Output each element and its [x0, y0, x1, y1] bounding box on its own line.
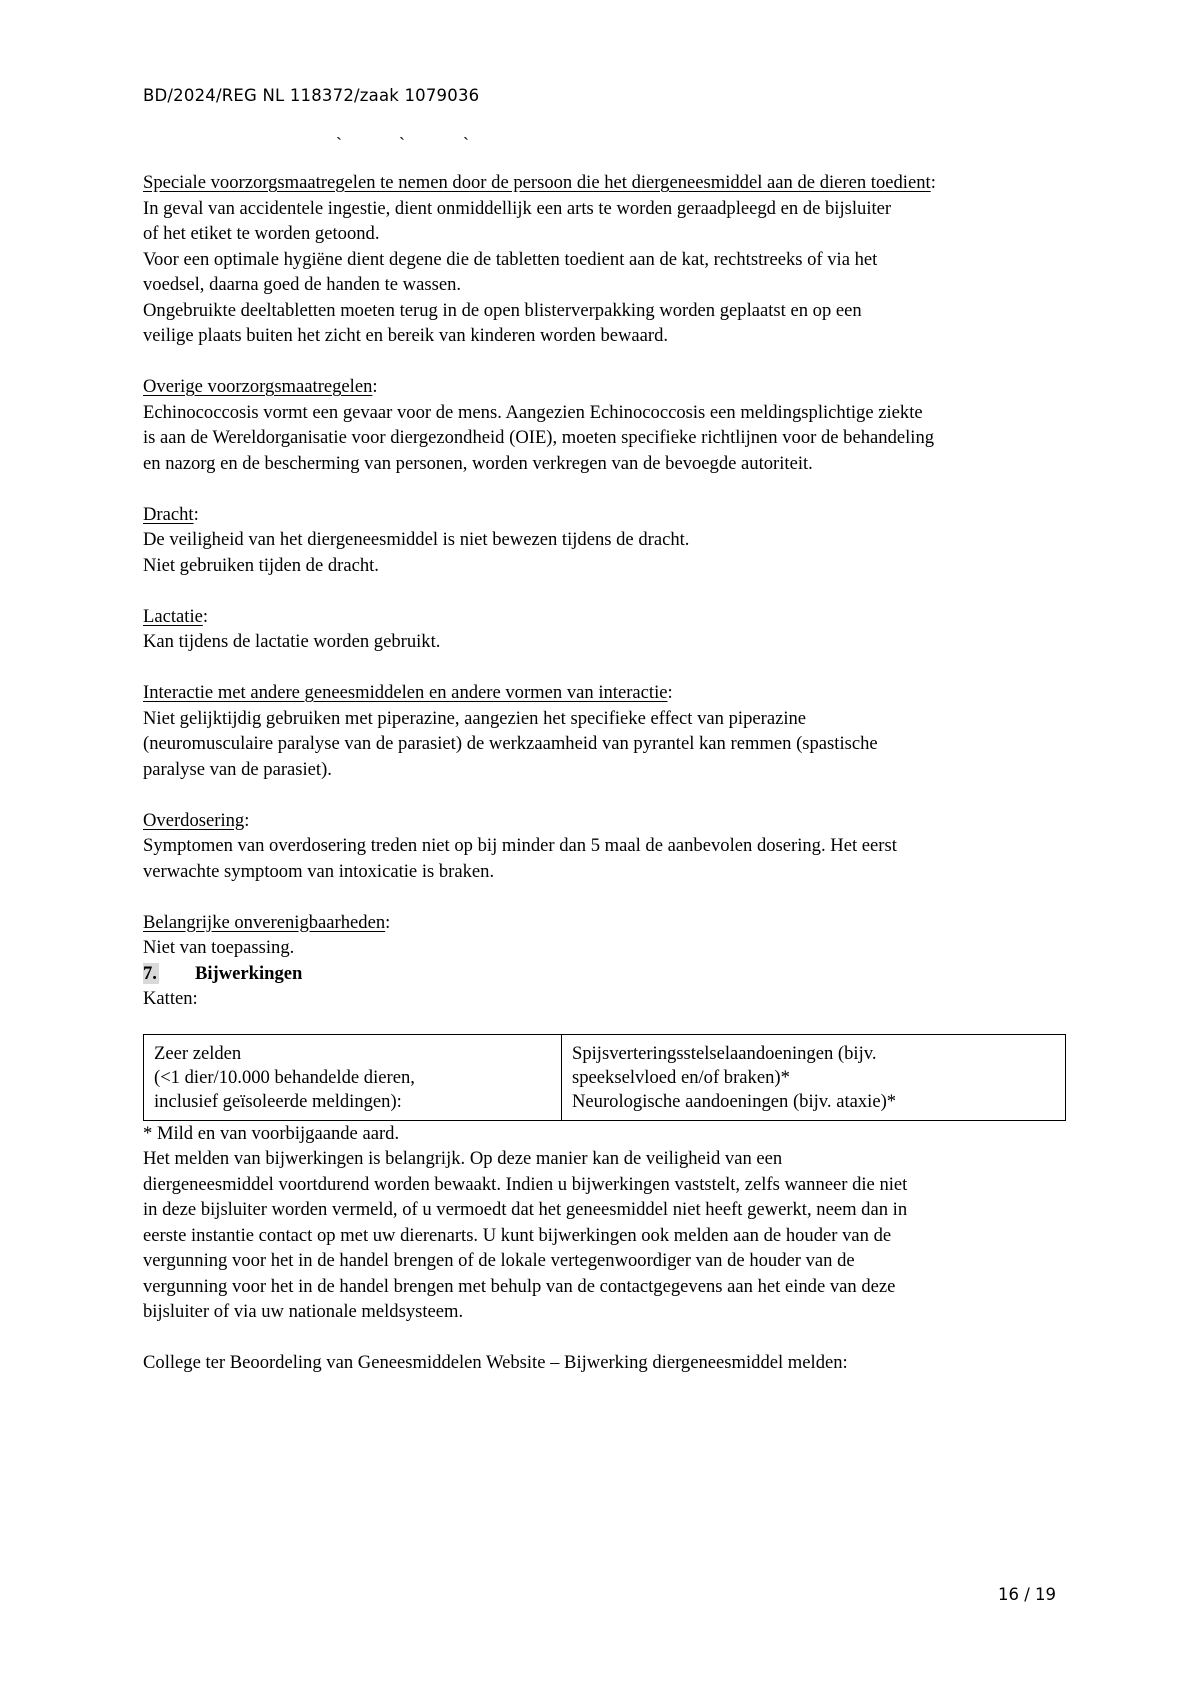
frequency-text: Zeer zelden	[154, 1042, 242, 1064]
section-incompatibilities	[143, 910, 1103, 961]
species-label: Katten:	[143, 988, 198, 1009]
table-footnote: * Mild en van voorbijgaande aard.	[143, 1122, 400, 1144]
section-lactation	[143, 604, 1103, 655]
text-line: (neuromusculaire paralyse van de parasiet) de werkzaamheid van pyrantel kan remmen (spastische	[143, 733, 878, 754]
text-line: Kan tijdens de lactatie worden gebruikt.	[143, 631, 441, 652]
section-heading: Overdosering:	[143, 809, 250, 831]
section-pregnancy	[143, 502, 1103, 579]
section-overdose	[143, 808, 1103, 885]
frequency-text: inclusief geïsoleerde meldingen):	[154, 1090, 402, 1112]
text-line: Niet gelijktijdig gebruiken met piperazine, aangezien het specifieke effect van piperazine	[143, 707, 807, 729]
text-line: De veiligheid van het diergeneesmiddel is niet bewezen tijdens de dracht.	[143, 529, 690, 550]
text-line: of het etiket te worden getoond.	[143, 223, 380, 244]
section-heading: Speciale voorzorgsmaatregelen te nemen door de persoon die het diergeneesmiddel aan de dieren toedient:	[143, 172, 936, 193]
text-line: voedsel, daarna goed de handen te wassen.	[143, 274, 462, 295]
section-heading: Belangrijke onverenigbaarheden:	[143, 911, 391, 933]
reporting-paragraph	[143, 1146, 1103, 1325]
section-7-title	[143, 961, 1103, 987]
text-line: Niet van toepassing.	[143, 937, 295, 958]
section-heading: Dracht:	[143, 503, 199, 525]
section-heading: Lactatie:	[143, 605, 209, 627]
section-title: Bijwerkingen	[194, 962, 303, 984]
text-line: In geval van accidentele ingestie, dient onmiddellijk een arts te worden geraadpleegd en de bijsluiter	[143, 197, 892, 219]
section-special-precautions	[143, 170, 1103, 349]
document-reference: BD/2024/REG NL 118372/zaak 1079036	[143, 86, 480, 105]
tick-mark: `	[399, 134, 405, 154]
event-text: Neurologische aandoeningen (bijv. ataxie)*	[572, 1090, 897, 1112]
document-body	[143, 170, 1103, 1376]
text-line: Het melden van bijwerkingen is belangrijk. Op deze manier kan de veiligheid van een	[143, 1148, 783, 1169]
text-line: in deze bijsluiter worden vermeld, of u vermoedt dat het geneesmiddel niet heeft gewerkt, neem dan in	[143, 1199, 908, 1220]
text-line: bijsluiter of via uw nationale meldsysteem.	[143, 1301, 464, 1322]
event-text: Spijsverteringsstelselaandoeningen (bijv.	[572, 1042, 877, 1064]
text-line: verwachte symptoom van intoxicatie is braken.	[143, 860, 495, 882]
text-line: vergunning voor het in de handel brengen of de lokale vertegenwoordiger van de houder van de	[143, 1250, 855, 1271]
website-line: College ter Beoordeling van Geneesmiddelen Website – Bijwerking diergeneesmiddel melden:	[143, 1352, 848, 1373]
text-line: paralyse van de parasiet).	[143, 758, 332, 780]
section-interactions	[143, 680, 1103, 782]
adverse-events-table	[143, 1034, 1066, 1121]
section-number: 7.	[143, 962, 157, 984]
section-heading: Overige voorzorgsmaatregelen:	[143, 376, 378, 397]
text-line: veilige plaats buiten het zicht en bereik van kinderen worden bewaard.	[143, 325, 669, 346]
event-text: speekselvloed en/of braken)*	[572, 1066, 790, 1088]
text-line: is aan de Wereldorganisatie voor diergezondheid (OIE), moeten specifieke richtlijnen voor de behandeling	[143, 427, 935, 448]
frequency-cell	[144, 1035, 562, 1120]
events-cell	[562, 1035, 1065, 1120]
text-line: eerste instantie contact op met uw dierenarts. U kunt bijwerkingen ook melden aan de houder van de	[143, 1224, 892, 1246]
section-heading: Interactie met andere geneesmiddelen en andere vormen van interactie:	[143, 682, 673, 703]
text-line: Ongebruikte deeltabletten moeten terug in de open blisterverpakking worden geplaatst en op een	[143, 299, 862, 321]
text-line: en nazorg en de bescherming van personen, worden verkregen van de bevoegde autoriteit.	[143, 452, 813, 474]
text-line: Voor een optimale hygiëne dient degene die de tabletten toedient aan de kat, rechtstreeks of via het	[143, 248, 878, 270]
text-line: Echinococcosis vormt een gevaar voor de mens. Aangezien Echinococcosis een meldingsplichtige ziekte	[143, 401, 923, 423]
tick-mark: `	[336, 134, 342, 154]
text-line: vergunning voor het in de handel brengen met behulp van de contactgegevens aan het einde van deze	[143, 1275, 896, 1297]
text-line: diergeneesmiddel voortdurend worden bewaakt. Indien u bijwerkingen vaststelt, zelfs wanneer die niet	[143, 1173, 908, 1195]
text-line: Symptomen van overdosering treden niet op bij minder dan 5 maal de aanbevolen dosering. Het eerst	[143, 835, 897, 856]
tick-mark: `	[463, 134, 469, 154]
text-line: Niet gebruiken tijden de dracht.	[143, 554, 379, 576]
page-number: 16 / 19	[998, 1585, 1057, 1604]
section-other-precautions	[143, 374, 1103, 476]
frequency-text: (<1 dier/10.000 behandelde dieren,	[154, 1066, 415, 1088]
